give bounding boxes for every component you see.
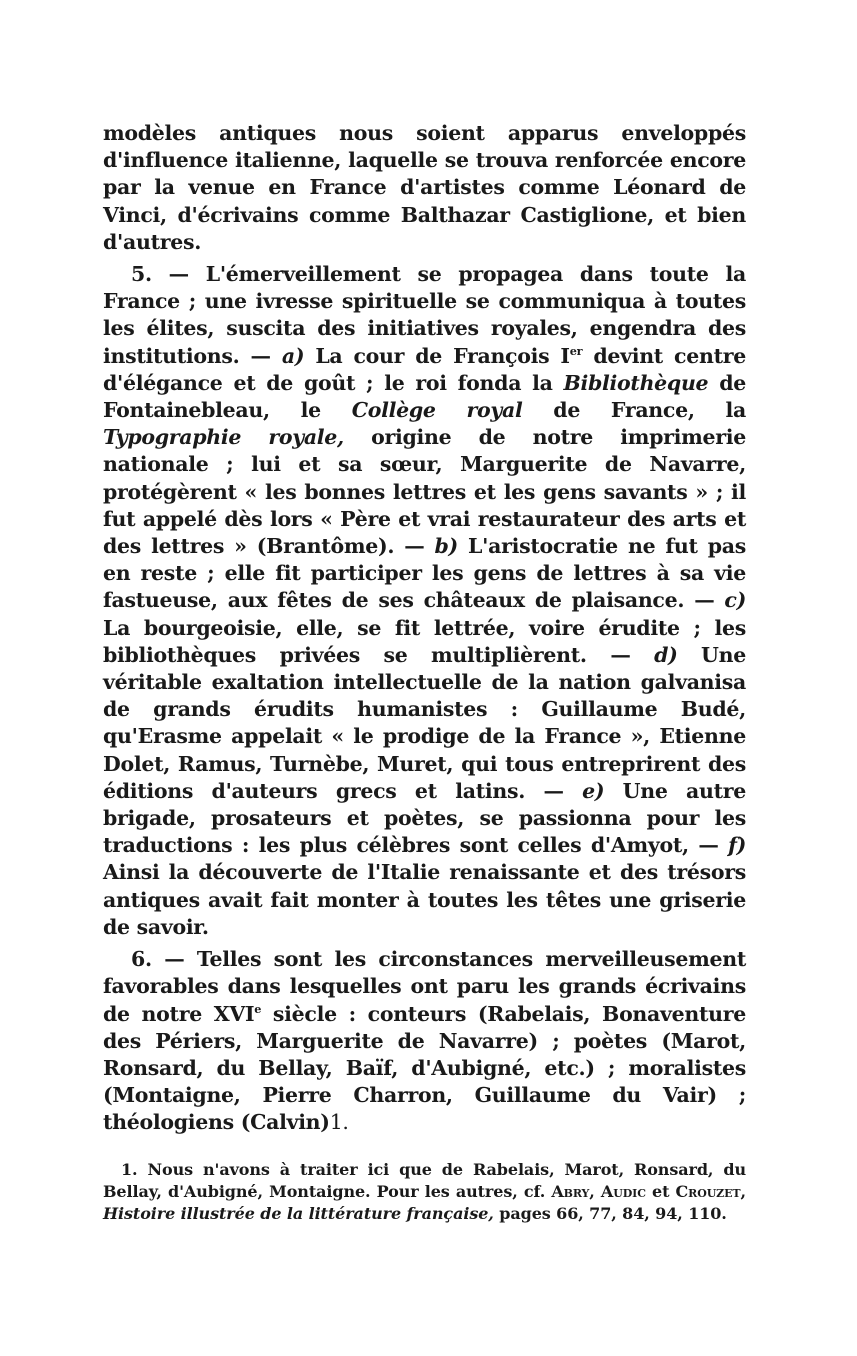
author-name: Crouzet bbox=[675, 1181, 741, 1201]
paragraph-text: siècle : conteurs (Rabelais, Bonaventure des Périers, Marguerite de Navarre) ; poètes (Marot, Ronsard, du Bellay, Baïf, d'Aubigné, etc.) ; moralistes (Montaigne, Pierre Charron, Guillaume du Vair) ; théologiens (Calvin) bbox=[103, 1001, 747, 1135]
italic-title: Typographie royale, bbox=[103, 425, 344, 450]
paragraph-text: L'aristocratie ne fut pas en reste ; elle fit participer les gens de lettres à sa vie fastueuse, aux fêtes de ses châteaux de plaisance. — bbox=[103, 534, 746, 613]
book-title: Histoire illustrée de la littérature française, bbox=[103, 1203, 494, 1223]
paragraph-text: La cour de François I bbox=[315, 343, 570, 368]
italic-title: Bibliothèque bbox=[563, 370, 709, 395]
footnote bbox=[103, 1159, 746, 1225]
paragraph-text: modèles antiques nous soient apparus enveloppés d'influence italienne, laquelle se trouva renforcée encore par la venue en France d'artistes comme Léonard de Vinci, d'écrivains comme Balthazar Castiglione, et bien d'autres. bbox=[103, 121, 746, 254]
enumeration-marker: b) bbox=[434, 534, 458, 559]
paragraph-text: origine de notre imprimerie nationale ; lui et sa sœur, Marguerite de Navarre, protégèrent « les bonnes lettres et les gens savants » ; il fut appelé dès lors « Père et vrai restaurateur des arts et des lettres » (Brantôme). — bbox=[103, 425, 746, 559]
enumeration-marker: d) bbox=[654, 642, 678, 667]
separator: , bbox=[589, 1181, 595, 1201]
paragraph-text: L'émerveillement se propagea dans toute la France ; une ivresse spirituelle se communiqua à toutes les élites, suscita des initiatives royales, engendra des institutions. — bbox=[103, 262, 746, 368]
paragraph-text: Une véritable exaltation intellectuelle de la nation galvanisa de grands érudits humanistes : Guillaume Budé, qu'Erasme appelait « le prodige de la France », Etienne Dolet, Ramus, Turnèbe, Muret, qui tous entreprirent des éditions d'auteurs grecs et latins. — bbox=[103, 642, 746, 803]
paragraph-6 bbox=[103, 946, 746, 1136]
paragraph-text: de Fontainebleau, le bbox=[103, 370, 746, 423]
author-name: Abry bbox=[551, 1181, 590, 1201]
paragraph-text: Une autre brigade, prosateurs et poètes, se passionna pour les traductions : les plus célèbres sont celles d'Amyot, — bbox=[103, 778, 747, 858]
paragraph-number: 6. — bbox=[131, 947, 185, 972]
main-text bbox=[103, 120, 746, 1137]
enumeration-marker: e) bbox=[582, 778, 605, 803]
footnote-text: pages 66, 77, 84, 94, 110. bbox=[499, 1203, 727, 1223]
book-page bbox=[103, 120, 746, 1225]
paragraph-5 bbox=[103, 261, 746, 941]
superscript: er bbox=[569, 343, 583, 358]
italic-title: Collège royal bbox=[351, 398, 523, 423]
enumeration-marker: a) bbox=[281, 343, 305, 368]
footnote-text: et bbox=[652, 1181, 670, 1201]
paragraph-text: Ainsi la découverte de l'Italie renaissante et des trésors antiques avait fait monter à toutes les têtes une griserie de savoir. bbox=[103, 860, 746, 939]
footnote-text: Nous n'avons à traiter ici que de Rabelais, Marot, Ronsard, du Bellay, d'Aubigné, Montaigne. Pour les autres, cf. bbox=[103, 1159, 746, 1201]
author-name: Audic bbox=[600, 1181, 646, 1201]
paragraph-continuation bbox=[103, 120, 746, 256]
paragraph-text: Telles sont les circonstances merveilleusement favorables dans lesquelles ont paru les grands écrivains de notre XVI bbox=[103, 947, 747, 1026]
footnote-number: 1. bbox=[121, 1159, 138, 1179]
footnote-body bbox=[103, 1159, 746, 1225]
superscript: e bbox=[254, 1001, 262, 1016]
enumeration-marker: c) bbox=[724, 588, 747, 613]
enumeration-marker: f) bbox=[728, 833, 746, 858]
paragraph-text: de France, la bbox=[553, 398, 746, 423]
paragraph-text: La bourgeoisie, elle, se fit lettrée, voire érudite ; les bibliothèques privées se multiplièrent. — bbox=[103, 615, 746, 667]
separator: , bbox=[740, 1181, 746, 1201]
footnote-reference: 1. bbox=[329, 1110, 349, 1135]
paragraph-text: devint centre d'élégance et de goût ; le roi fonda la bbox=[103, 343, 746, 395]
paragraph-number: 5. — bbox=[131, 262, 189, 287]
